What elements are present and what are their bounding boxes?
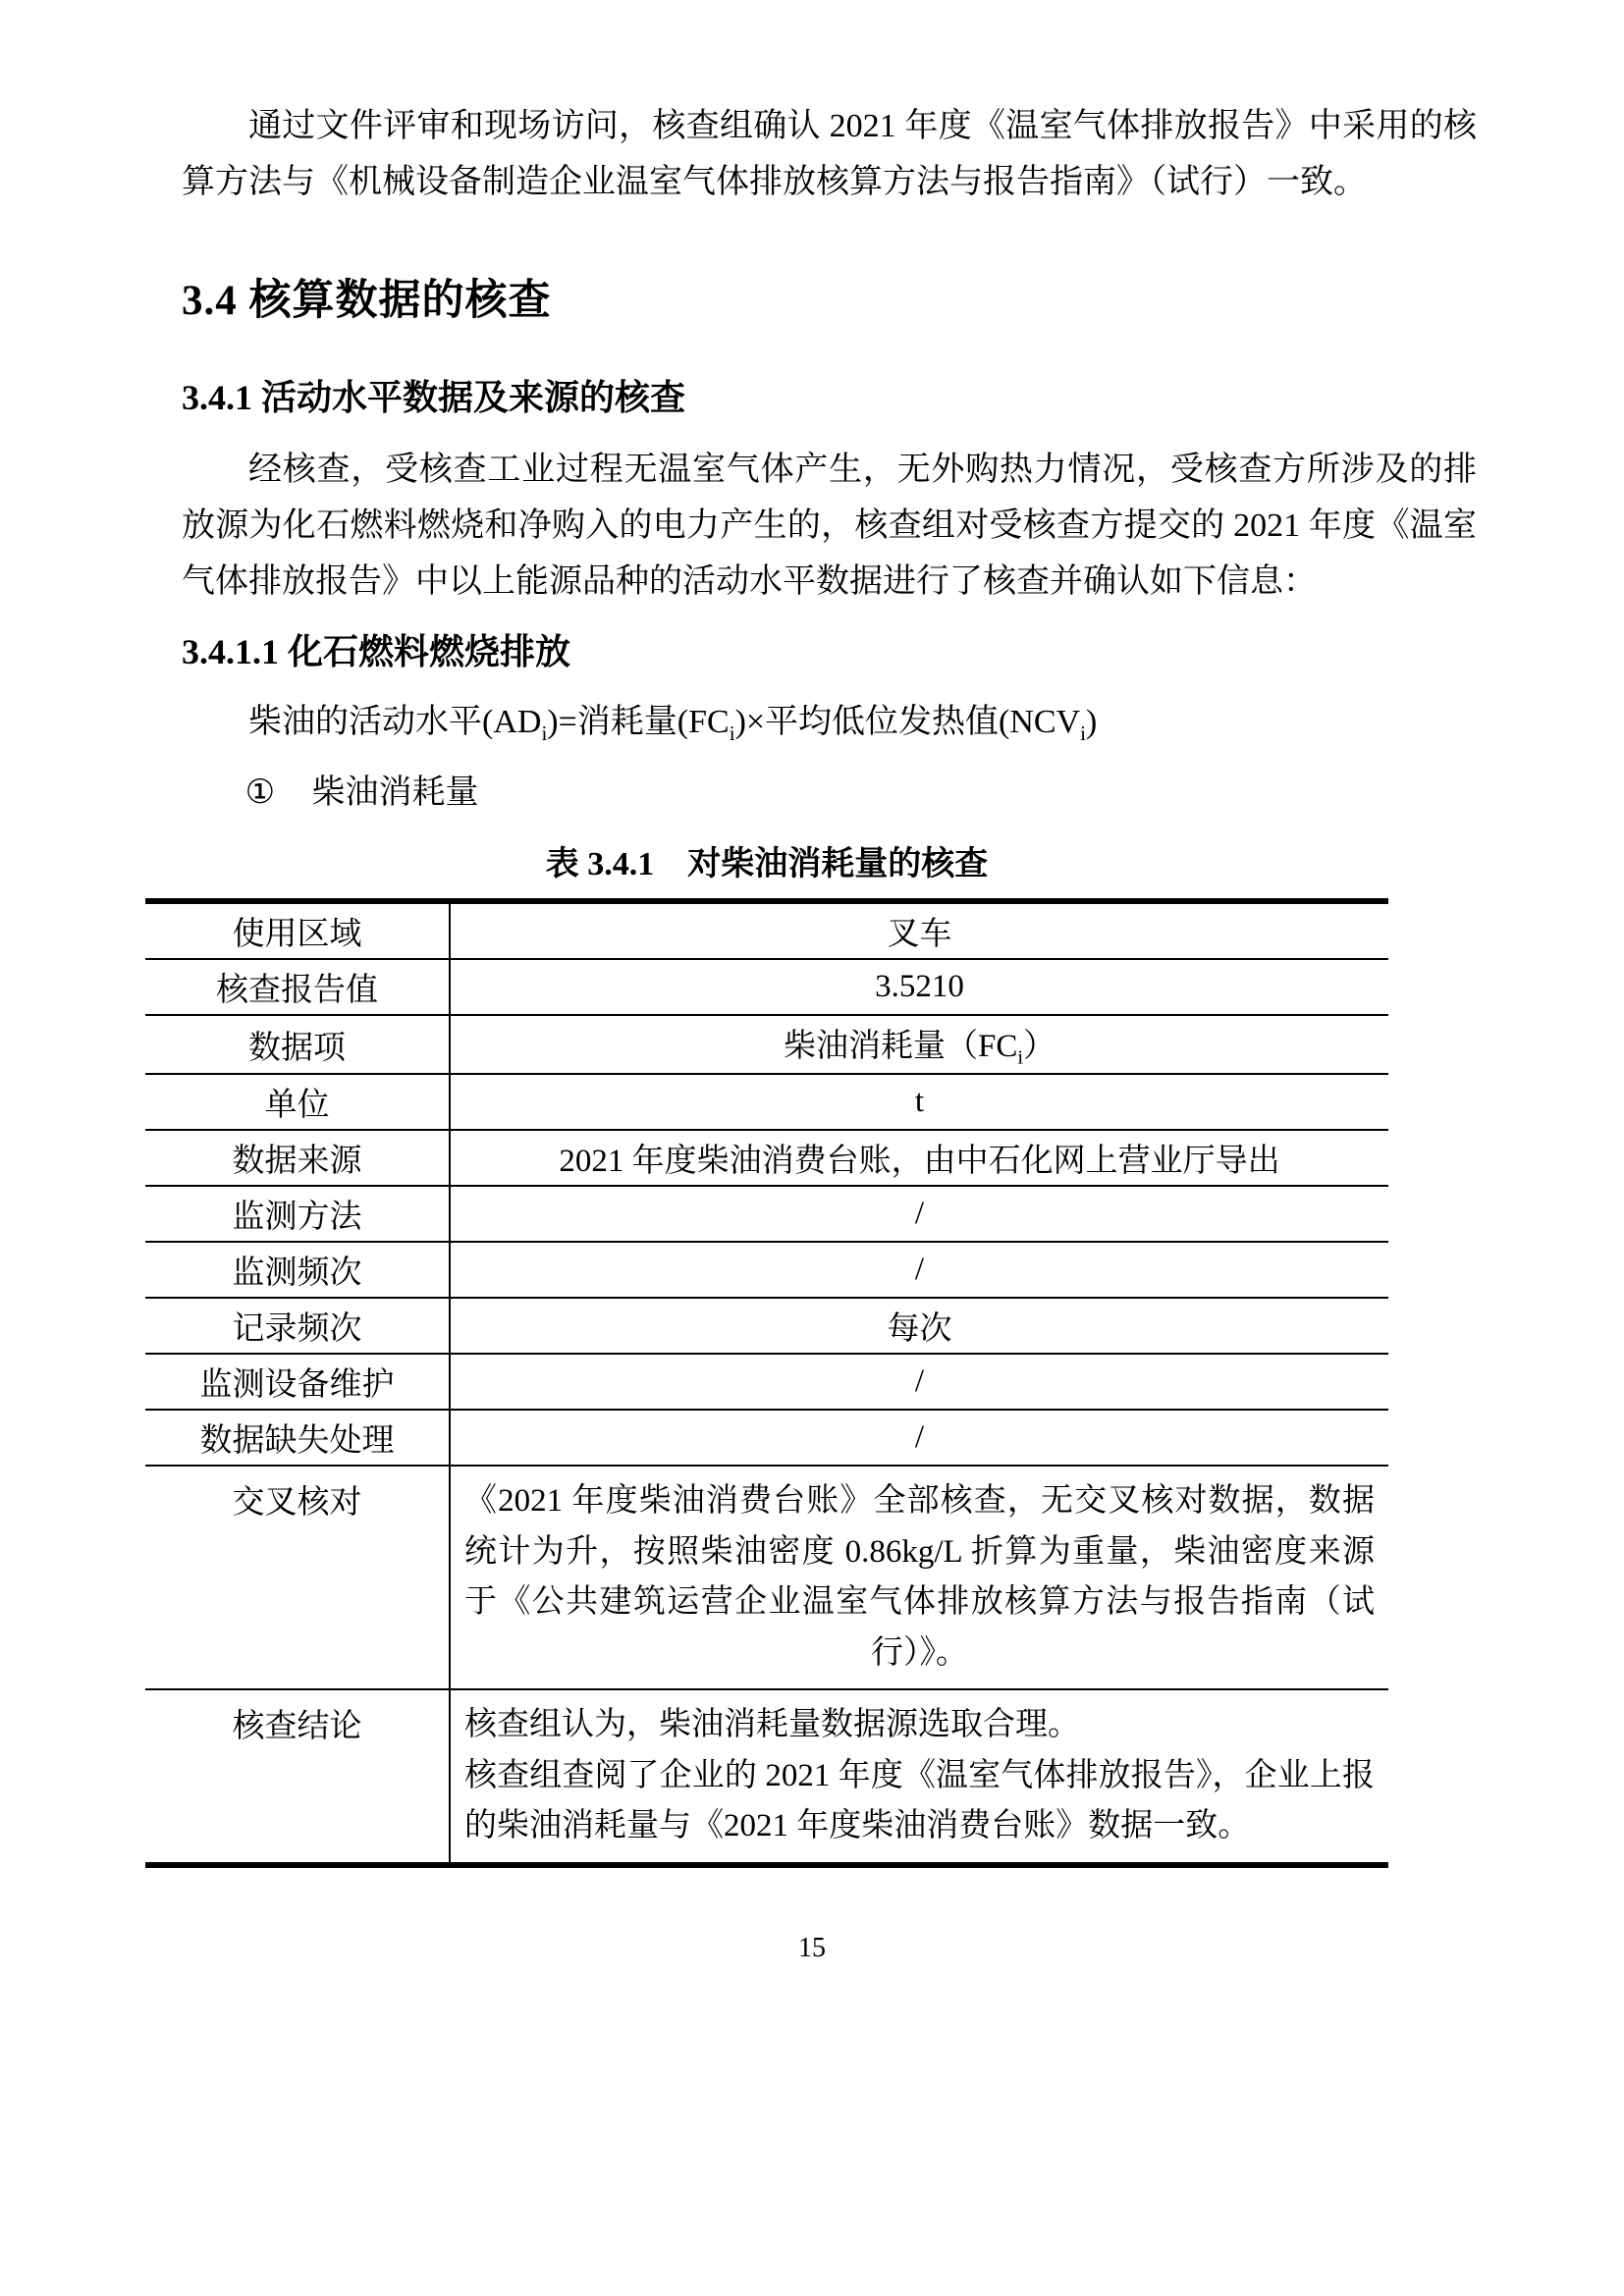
formula-subscript: i — [1080, 721, 1087, 745]
formula-part: )×平均低位发热值(NCV — [734, 703, 1081, 740]
table-row — [145, 1466, 1388, 1689]
table-row — [145, 901, 1388, 959]
row-label: 单位 — [145, 1074, 450, 1130]
formula-subscript: i — [729, 721, 735, 745]
diesel-activity-formula — [182, 694, 1477, 751]
formula-subscript: i — [541, 721, 548, 745]
diesel-consumption-verification-table — [145, 898, 1388, 1868]
verification-table-block — [145, 836, 1388, 1868]
table-row — [145, 959, 1388, 1015]
value-text: ） — [1023, 1028, 1056, 1064]
table-row — [145, 1689, 1388, 1864]
table-row — [145, 1074, 1388, 1130]
row-value: / — [450, 1186, 1388, 1242]
row-value: / — [450, 1354, 1388, 1410]
row-label: 数据项 — [145, 1015, 450, 1075]
table-row — [145, 1130, 1388, 1186]
row-value: 叉车 — [887, 916, 952, 952]
formula-part: 柴油的活动水平(AD — [248, 703, 542, 740]
row-value: / — [450, 1410, 1388, 1466]
row-value: 3.5210 — [450, 959, 1388, 1015]
circled-number-icon: ① — [244, 774, 276, 811]
table-row — [145, 1354, 1388, 1410]
section-heading-3-4: 3.4 核算数据的核查 — [182, 278, 552, 325]
row-label: 使用区域 — [145, 901, 450, 959]
subsection-paragraph: 经核查，受核查工业过程无温室气体产生，无外购热力情况，受核查方所涉及的排放源为化石燃料燃烧和净购入的电力产生的，核查组对受核查方提交的 2021 年度《温室气体排放报告》中以上能源品种的活动水平数据进行了核查并确认如下信息： — [182, 452, 1477, 601]
row-value: 每次 — [450, 1298, 1388, 1354]
conclusion-line: 核查组查阅了企业的 2021 年度《温室气体排放报告》，企业上报的柴油消耗量与《2021 年度柴油消费台账》数据一致。 — [464, 1757, 1375, 1844]
row-label: 交叉核对 — [145, 1466, 450, 1689]
subsection-heading-3-4-1-1: 3.4.1.1 化石燃料燃烧排放 — [182, 631, 571, 671]
value-subscript: i — [1017, 1046, 1024, 1069]
row-label: 数据缺失处理 — [145, 1410, 450, 1466]
row-value — [450, 1689, 1388, 1864]
row-label: 记录频次 — [145, 1298, 450, 1354]
row-label: 数据来源 — [145, 1130, 450, 1186]
row-label: 核查结论 — [145, 1689, 450, 1864]
table-caption: 表 3.4.1 对柴油消耗量的核查 — [545, 845, 989, 882]
row-label: 监测频次 — [145, 1242, 450, 1298]
formula-part: )=消耗量(FC — [547, 703, 730, 740]
page-number: 15 — [798, 1932, 826, 1963]
list-item-diesel-consumption — [182, 765, 1477, 821]
table-row — [145, 1242, 1388, 1298]
row-label: 监测方法 — [145, 1186, 450, 1242]
row-label: 核查报告值 — [145, 959, 450, 1015]
row-value: 2021 年度柴油消费台账，由中石化网上营业厅导出 — [450, 1130, 1388, 1186]
conclusion-line: 核查组认为，柴油消耗量数据源选取合理。 — [464, 1707, 1080, 1743]
formula-part: ) — [1086, 703, 1098, 740]
row-value: / — [450, 1242, 1388, 1298]
row-value — [450, 1015, 1388, 1075]
value-text: 柴油消耗量（FC — [783, 1028, 1018, 1064]
subsection-heading-3-4-1: 3.4.1 活动水平数据及来源的核查 — [182, 378, 686, 418]
row-value: 《2021 年度柴油消费台账》全部核查，无交叉核对数据，数据统计为升，按照柴油密度 0.86kg/L 折算为重量，柴油密度来源于《公共建筑运营企业温室气体排放核算方法与报告指南（试行）》。 — [450, 1466, 1388, 1689]
table-row — [145, 1298, 1388, 1354]
table-row — [145, 1015, 1388, 1075]
intro-paragraph: 通过文件评审和现场访问，核查组确认 2021 年度《温室气体排放报告》中采用的核算方法与《机械设备制造企业温室气体排放核算方法与报告指南》（试行）一致。 — [182, 108, 1477, 201]
table-row — [145, 1186, 1388, 1242]
row-label: 监测设备维护 — [145, 1354, 450, 1410]
row-value: t — [450, 1074, 1388, 1130]
list-item-label: 柴油消耗量 — [311, 774, 479, 811]
table-row — [145, 1410, 1388, 1466]
